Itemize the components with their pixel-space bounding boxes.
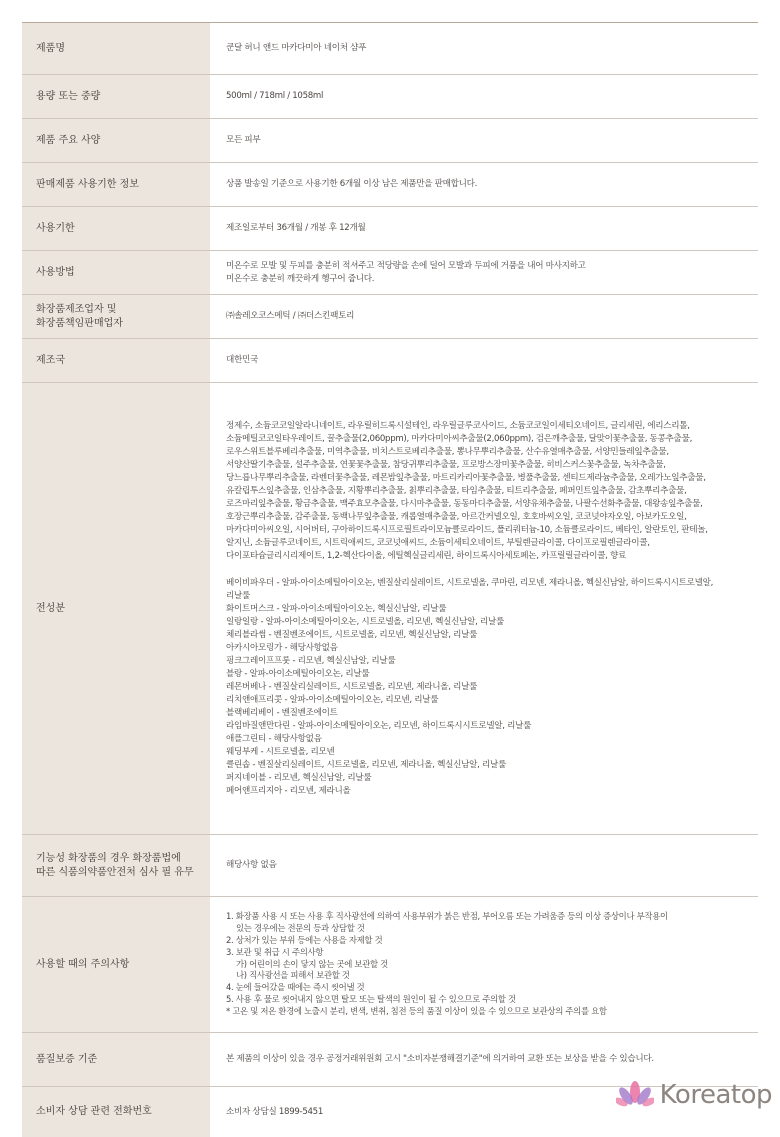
label-consumer-phone: 소비자 상담 관련 전화번호: [22, 1087, 210, 1137]
row-functional-review: [22, 835, 758, 897]
ingredient-line: 알지닌, 소듐글루코네이트, 시트릭애씨드, 코코넛애씨드, 소듐이세티오네이트, 부틸렌글라이콜, 다이프로필렌글라이콜,: [226, 537, 650, 548]
fragrance-allergen-line: 라임바질앤만다린 - 알파-아이소메틸아이오논, 리모넨, 하이드록시시트로넬알, 리날룰: [226, 720, 532, 731]
row-expiry: [22, 207, 758, 251]
label-sale-expiry-info: 판매제품 사용기한 정보: [22, 163, 210, 206]
precaution-line: 3. 보관 및 취급 시 주의사항: [226, 946, 324, 957]
row-usage: [22, 251, 758, 295]
fragrance-allergen-line: 애플그린티 - 해당사항없음: [226, 733, 322, 744]
row-country: [22, 339, 758, 383]
koreatop-watermark: [616, 1080, 772, 1110]
precaution-line: 5. 사용 후 물로 씻어내지 않으면 탈모 또는 탈색의 원인이 될 수 있으므로 주의할 것: [226, 994, 516, 1005]
value-sale-expiry-info: 상품 발송일 기준으로 사용기한 6개월 이상 남은 제품만을 판매합니다.: [226, 179, 478, 189]
fragrance-allergen-line: 리날룰: [226, 590, 251, 601]
fragrance-allergen-line: 일랑일랑 - 알파-아이소메틸아이오논, 시트로넬올, 리모넨, 헥실신남알, 리날룰: [226, 616, 504, 627]
label-main-spec: 제품 주요 사양: [22, 119, 210, 162]
fragrance-allergen-line: 블랑 - 알파-아이소메틸아이오논, 리날룰: [226, 668, 370, 679]
fragrance-allergen-line: 레몬버베나 - 벤질살리실레이트, 시트로넬올, 리모넨, 제라니올, 리날룰: [226, 681, 478, 692]
value-ingredients: [210, 383, 758, 834]
row-main-spec: [22, 119, 758, 163]
value-quality-guarantee: 본 제품의 이상이 있을 경우 공정거래위원회 고시 "소비자분쟁해결기준"에 의거하여 교환 또는 보상을 받을 수 있습니다.: [226, 1054, 654, 1064]
fragrance-allergen-line: 화이트머스크 - 알파-아이소메틸아이오논, 헥실신남알, 리날룰: [226, 603, 447, 614]
label-quality-guarantee: 품질보증 기준: [22, 1033, 210, 1086]
label-volume: 용량 또는 중량: [22, 75, 210, 118]
precaution-line: 있는 경우에는 전문의 등과 상담할 것: [236, 922, 365, 933]
row-precautions: [22, 897, 758, 1033]
ingredient-line: 다이포타슘글리시리제이트, 1,2-헥산다이올, 에틸헥실글리세린, 하이드록시아세토페논, 카프릴릴글라이콜, 향료: [226, 550, 626, 561]
ingredient-line: 호장근뿌리추출물, 감주출물, 동백나무잎추출물, 캐롭열매추출물, 아르간커넬오일, 호호바씨오일, 코코넛야자오일, 아보카도오일,: [226, 511, 687, 522]
ingredient-line: 마카다미아씨오일, 시어버터, 구아하이드록시프로필트라이모늄클로라이드, 폴리쿼터늄-10, 소듐클로라이드, 베타인, 알란토인, 판테놀,: [226, 524, 708, 535]
precaution-line: * 고온 및 저온 환경에 노출시 분리, 변색, 변취, 침전 등의 품질 이상이 있을 수 있으므로 보관상의 주의를 요함: [226, 1006, 607, 1017]
label-country: 제조국: [22, 339, 210, 382]
label-functional-review: 기능성 화장품의 경우 화장품법에 따른 식품의약품안전처 심사 필 유무: [22, 835, 210, 896]
value-main-spec: 모든 피부: [226, 135, 261, 145]
fragrance-allergen-line: 체리블라썸 - 벤질벤조에이트, 시트로넬올, 리모넨, 헥실신남알, 리날룰: [226, 629, 478, 640]
value-functional-review: 해당사항 없음: [226, 860, 277, 870]
value-volume: 500ml / 718ml / 1058ml: [226, 91, 324, 101]
fragrance-allergen-line: 핑크그레이프프룻 - 리모넨, 헥실신남알, 리날룰: [226, 655, 396, 666]
value-usage: 미온수로 모발 및 두피를 충분히 적셔주고 적당량을 손에 덜어 모발과 두피에 거품을 내어 마사지하고 미온수로 충분히 깨끗하게 헹구어 줍니다.: [226, 260, 586, 284]
value-consumer-phone: 소비자 상담실 1899-5451: [226, 1106, 324, 1117]
ingredient-line: 소듐메틸코코일타우레이트, 꿀추출물(2,060ppm), 마카다미아씨추출물(2,060ppm), 검은깨추출물, 달맞이꽃추출물, 동콩추출물,: [226, 433, 692, 444]
value-manufacturer: ㈜솔레오코스메틱 / ㈜더스킨팩토리: [226, 311, 355, 321]
row-quality-guarantee: [22, 1033, 758, 1087]
label-manufacturer: 화장품제조업자 및 화장품책임판매업자: [22, 295, 210, 338]
ingredient-line: 정제수, 소듐코코일알라니네이트, 라우릴히드록시설테인, 라우릴글루코사이드, 소듐코코일이세티오네이트, 글리세린, 에리스리톨,: [226, 420, 690, 431]
precaution-line: 가) 어린이의 손이 닿지 않는 곳에 보관할 것: [236, 958, 388, 969]
ingredient-list: [226, 420, 742, 563]
fragrance-allergen-line: 아카시아모링가 - 해당사항없음: [226, 642, 338, 653]
ingredient-line: 서양산딸기추출물, 설주추출물, 연꽃꽃추출물, 참당귀뿌리추출물, 프로방스장미꽃추출물, 히비스커스꽃추출물, 녹차추출물,: [226, 459, 666, 470]
fragrance-allergen-line: 베이비파우더 - 알파-아이소메틸아이오논, 벤질살리실레이트, 시트로넬올, 쿠마린, 리모넨, 제라니올, 헥실신남알, 하이드록시시트로넬알,: [226, 577, 714, 588]
label-expiry: 사용기한: [22, 207, 210, 250]
label-usage: 사용방법: [22, 251, 210, 294]
fragrance-allergen-line: 리치앤애프리콧 - 알파-아이소메틸아이오논, 리모넨, 리날룰: [226, 694, 439, 705]
fragrance-allergen-line: 클린솝 - 벤질살리실레이트, 시트로넬올, 리모넨, 제라니올, 헥실신남알, 리날룰: [226, 759, 507, 770]
lotus-icon: [616, 1080, 654, 1110]
value-country: 대한민국: [226, 355, 259, 365]
label-ingredients: 전성분: [22, 383, 210, 834]
precaution-line: 나) 직사광선을 피해서 보관할 것: [236, 970, 350, 981]
row-ingredients: [22, 383, 758, 835]
value-expiry: 제조일로부터 36개월 / 개봉 후 12개월: [226, 223, 366, 233]
ingredient-line: 로우스위트블루베리추출물, 미역추출물, 비치스트로베리추출물, 뽕나무뿌리추출물, 산수유열매추출물, 서양민들레잎추출물,: [226, 446, 669, 457]
precaution-line: 2. 상처가 있는 부위 등에는 사용을 자제할 것: [226, 934, 383, 945]
fragrance-allergen-list: [226, 577, 742, 798]
fragrance-allergen-line: 웨딩부케 - 시트로넬올, 리모넨: [226, 746, 335, 757]
ingredient-line: 로즈마리잎추출물, 황금추출물, 맥주효모추출물, 다시마추출물, 동동마디추출물, 서양유채추출물, 나팔수선화추출물, 대왕송잎추출물,: [226, 498, 703, 509]
ingredient-line: 유칼립투스잎추출물, 인삼추출물, 지황뿌리추출물, 칡뿌리추출물, 타임추출물, 티트리추출물, 페퍼민트잎추출물, 감초뿌리추출물,: [226, 485, 687, 496]
fragrance-allergen-line: 퍼지네이블 - 리모넨, 헥실신남알, 리날룰: [226, 772, 372, 783]
fragrance-allergen-line: 블랙베리베이 - 벤질벤조에이트: [226, 707, 338, 718]
label-precautions: 사용할 때의 주의사항: [22, 897, 210, 1032]
precaution-line: 4. 눈에 들어갔을 때에는 즉시 씻어낼 것: [226, 982, 365, 993]
value-precautions: [210, 897, 758, 1032]
product-info-table: [22, 22, 758, 1137]
row-manufacturer: [22, 295, 758, 339]
ingredient-line: 당느릅나무뿌리추출물, 라벤더꽃추출물, 레몬밤잎추출물, 마트리카리아꽃추출물, 병풀추출물, 센티드제라늄추출물, 오레가노잎추출물,: [226, 472, 706, 483]
label-product-name: 제품명: [22, 23, 210, 74]
value-product-name: 쿤달 허니 앤드 마카다미아 네이처 샴푸: [226, 43, 367, 53]
row-volume: [22, 75, 758, 119]
row-product-name: [22, 23, 758, 75]
fragrance-allergen-line: 페어앤프리지아 - 리모넨, 제라니올: [226, 785, 351, 796]
row-sale-expiry-info: [22, 163, 758, 207]
watermark-text: Koreatop: [659, 1080, 772, 1110]
precaution-line: 1. 화장품 사용 시 또는 사용 후 직사광선에 의하여 사용부위가 붉은 반점, 부어오름 또는 가려움증 등의 이상 증상이나 부작용이: [226, 910, 668, 921]
